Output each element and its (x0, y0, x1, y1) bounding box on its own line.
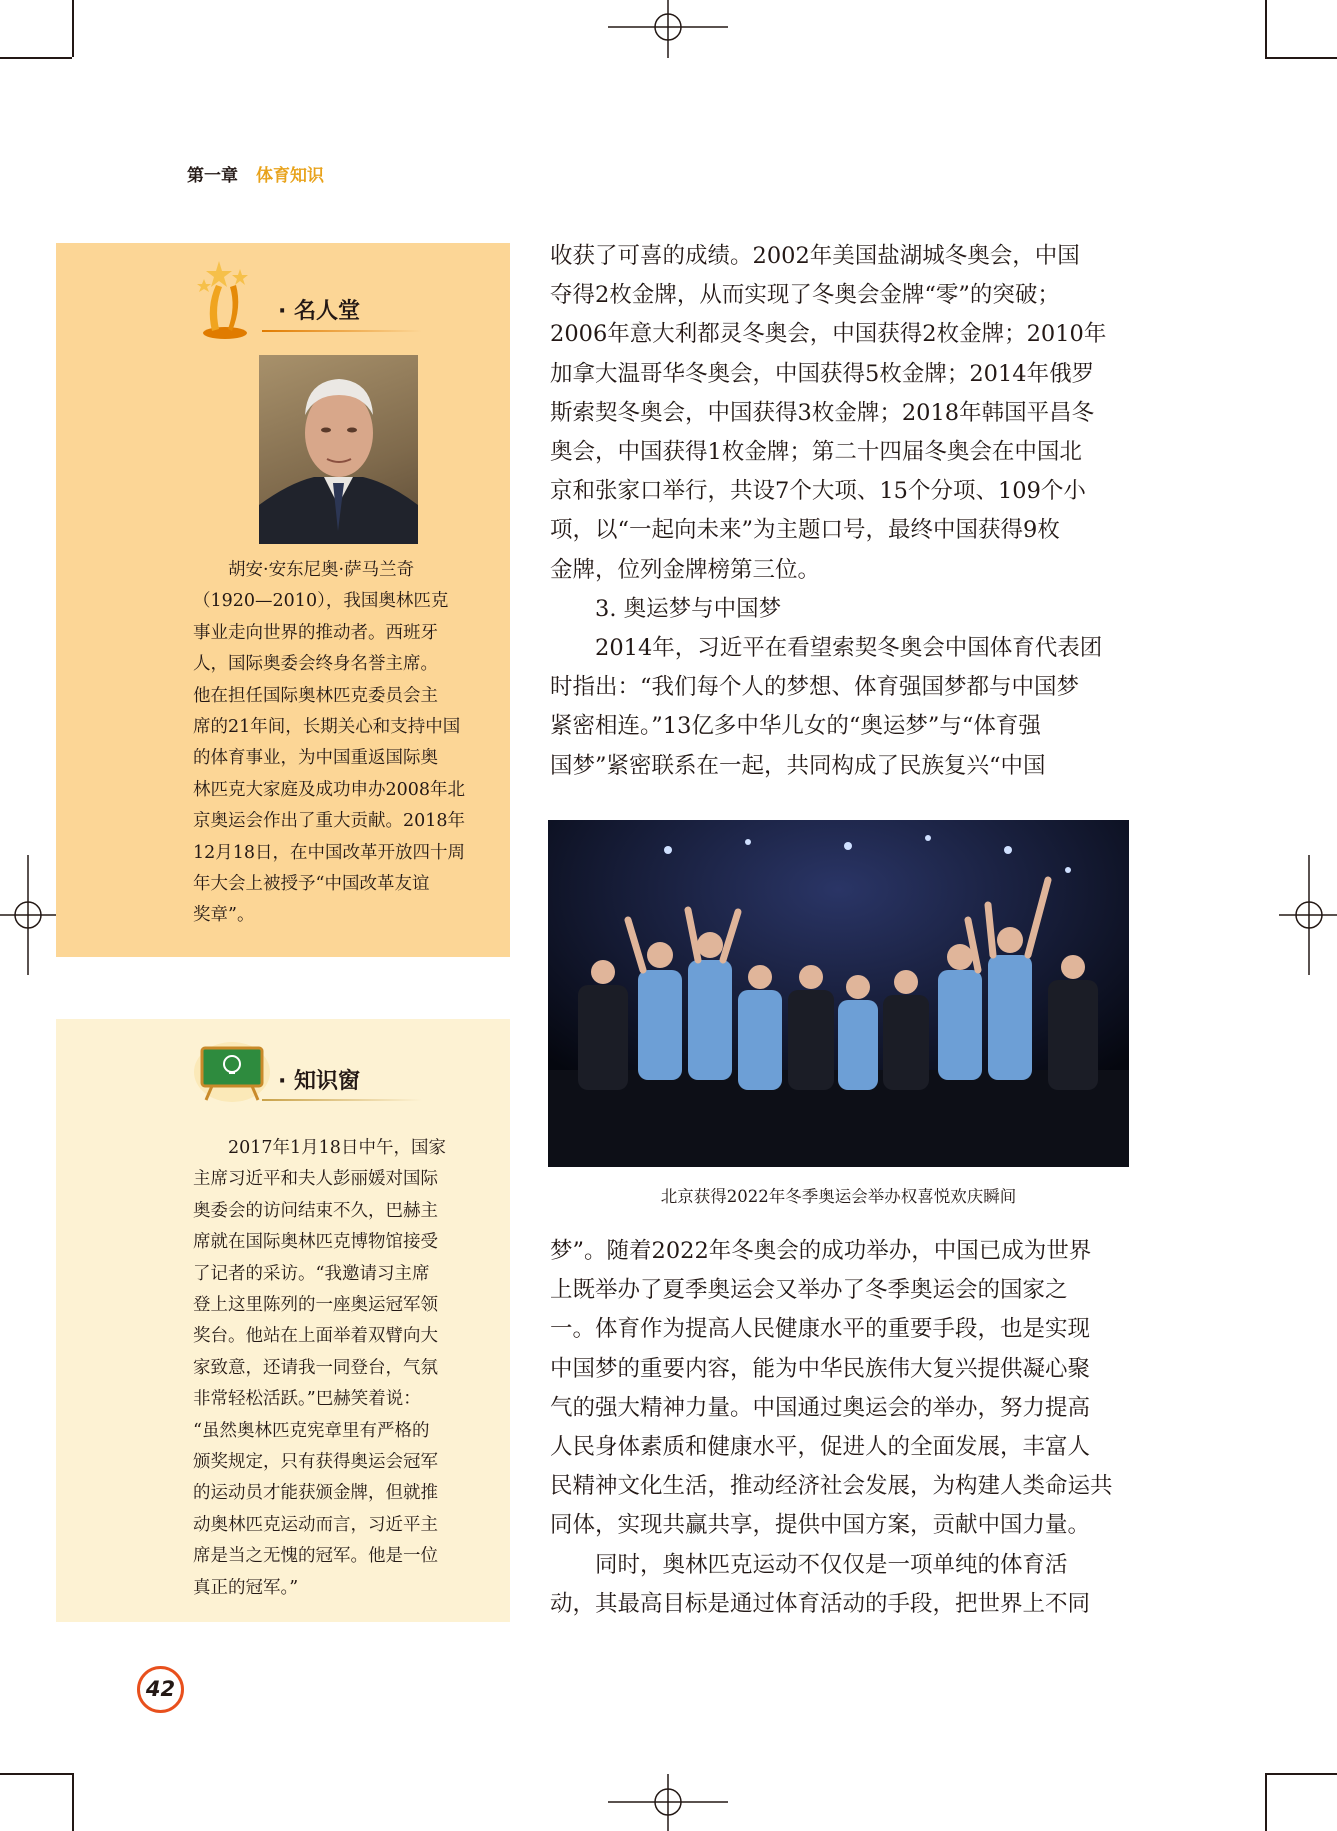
knowledge-window-title: · 知识窗 (278, 1069, 361, 1094)
knowledge-line: 席就在国际奥林匹克博物馆接受 (193, 1232, 438, 1253)
bio-line: 林匹克大家庭及成功申办2008年北 (193, 779, 466, 800)
body-line: 项，以“一起向未来”为主题口号，最终中国获得9枚 (550, 517, 1060, 544)
chapter-name: 体育知识 (256, 166, 324, 186)
bio-line: 年大会上被授予“中国改革友谊 (193, 874, 430, 895)
bio-line: 人，国际奥委会终身名誉主席。 (193, 654, 438, 675)
celebrity-bio (193, 555, 483, 932)
bio-line: 他在担任国际奥林匹克委员会主 (193, 685, 438, 706)
knowledge-line: 奖台。他站在上面举着双臂向大 (193, 1326, 438, 1347)
knowledge-line: 主席习近平和夫人彭丽媛对国际 (193, 1169, 438, 1190)
section-heading: 3. 奥运梦与中国梦 (595, 595, 782, 622)
portrait-samaranch (259, 355, 418, 544)
celebrity-hall-title: · 名人堂 (278, 299, 361, 324)
registration-mark-bottom (608, 1772, 728, 1831)
registration-mark-top (608, 0, 728, 60)
body-line: 国梦”紧密联系在一起，共同构成了民族复兴“中国 (550, 752, 1046, 779)
body-line: 气的强大精神力量。中国通过奥运会的举办，努力提高 (550, 1394, 1091, 1421)
chapter-number: 第一章 (187, 166, 238, 186)
knowledge-line: 颁奖规定，只有获得奥运会冠军 (193, 1452, 438, 1473)
main-text-upper (550, 237, 1129, 786)
body-line: 梦”。随着2022年冬奥会的成功举办，中国已成为世界 (550, 1238, 1092, 1264)
registration-mark-right (1277, 855, 1337, 975)
bio-line: （1920—2010），我国奥林匹克 (193, 591, 449, 612)
bio-line: 席的21年间，长期关心和支持中国 (193, 717, 461, 738)
main-text-lower (550, 1232, 1129, 1624)
body-line: 京和张家口举行，共设7个大项、15个分项、109个小 (550, 478, 1086, 505)
body-line: 一。体育作为提高人民健康水平的重要手段，也是实现 (550, 1316, 1091, 1343)
body-line: 紧密相连。”13亿多中华儿女的“奥运梦”与“体育强 (550, 713, 1041, 740)
body-line: 民精神文化生活，推动经济社会发展，为构建人类命运共 (550, 1473, 1113, 1500)
body-line: 动，其最高目标是通过体育活动的手段，把世界上不同 (550, 1590, 1091, 1617)
blackboard-icon (192, 1040, 272, 1104)
title-underline (262, 1099, 422, 1101)
knowledge-line: 2017年1月18日中午，国家 (228, 1138, 446, 1158)
registration-mark-left (0, 855, 60, 975)
knowledge-line: 奥委会的访问结束不久，巴赫主 (193, 1200, 438, 1221)
body-line: 收获了可喜的成绩。2002年美国盐湖城冬奥会，中国 (550, 243, 1080, 269)
celebration-photo (548, 820, 1129, 1167)
bio-line: 事业走向世界的推动者。西班牙 (193, 622, 438, 643)
page-number: 42 (137, 1666, 184, 1713)
knowledge-line: 非常轻松活跃。”巴赫笑着说： (193, 1389, 421, 1410)
knowledge-line: 动奥林匹克运动而言，习近平主 (193, 1514, 438, 1535)
body-line: 奥会，中国获得1枚金牌；第二十四届冬奥会在中国北 (550, 439, 1082, 466)
trophy-star-icon (192, 255, 258, 341)
bio-line: 胡安·安东尼奥·萨马兰奇 (228, 560, 415, 580)
chapter-header (187, 161, 324, 186)
knowledge-line: 的运动员才能获颁金牌，但就推 (193, 1483, 438, 1504)
bio-line: 的体育事业，为中国重返国际奥 (193, 748, 438, 769)
knowledge-text (193, 1133, 483, 1604)
body-line: 2014年，习近平在看望索契冬奥会中国体育代表团 (595, 635, 1103, 662)
bio-line: 12月18日，在中国改革开放四十周 (193, 842, 466, 863)
knowledge-line: 席是当之无愧的冠军。他是一位 (193, 1546, 438, 1567)
title-underline (262, 330, 422, 332)
bio-line: 奖章”。 (193, 905, 255, 926)
body-line: 2006年意大利都灵冬奥会，中国获得2枚金牌；2010年 (550, 321, 1107, 348)
body-line: 人民身体素质和健康水平，促进人的全面发展，丰富人 (550, 1434, 1091, 1461)
body-line: 同时，奥林匹克运动不仅仅是一项单纯的体育活 (595, 1551, 1068, 1578)
body-line: 金牌，位列金牌榜第三位。 (550, 556, 821, 583)
body-line: 时指出：“我们每个人的梦想、体育强国梦都与中国梦 (550, 674, 1080, 701)
body-line: 加拿大温哥华冬奥会，中国获得5枚金牌；2014年俄罗 (550, 360, 1095, 387)
knowledge-line: 真正的冠军。” (193, 1577, 299, 1598)
knowledge-line: 了记者的采访。“我邀请习主席 (193, 1263, 430, 1284)
bio-line: 京奥运会作出了重大贡献。2018年 (193, 811, 466, 832)
body-line: 上既举办了夏季奥运会又举办了冬季奥运会的国家之 (550, 1277, 1068, 1304)
body-line: 中国梦的重要内容，能为中华民族伟大复兴提供凝心聚 (550, 1355, 1091, 1382)
knowledge-line: 登上这里陈列的一座奥运冠军领 (193, 1295, 438, 1316)
photo-caption: 北京获得2022年冬季奥运会举办权喜悦欢庆瞬间 (660, 1187, 1017, 1206)
body-line: 斯索契冬奥会，中国获得3枚金牌；2018年韩国平昌冬 (550, 399, 1095, 426)
body-line: 同体，实现共赢共享，提供中国方案，贡献中国力量。 (550, 1512, 1091, 1539)
knowledge-line: 家致意，还请我一同登台，气氛 (193, 1357, 438, 1378)
knowledge-line: “虽然奥林匹克宪章里有严格的 (193, 1420, 430, 1441)
body-line: 夺得2枚金牌，从而实现了冬奥会金牌“零”的突破； (550, 282, 1060, 309)
